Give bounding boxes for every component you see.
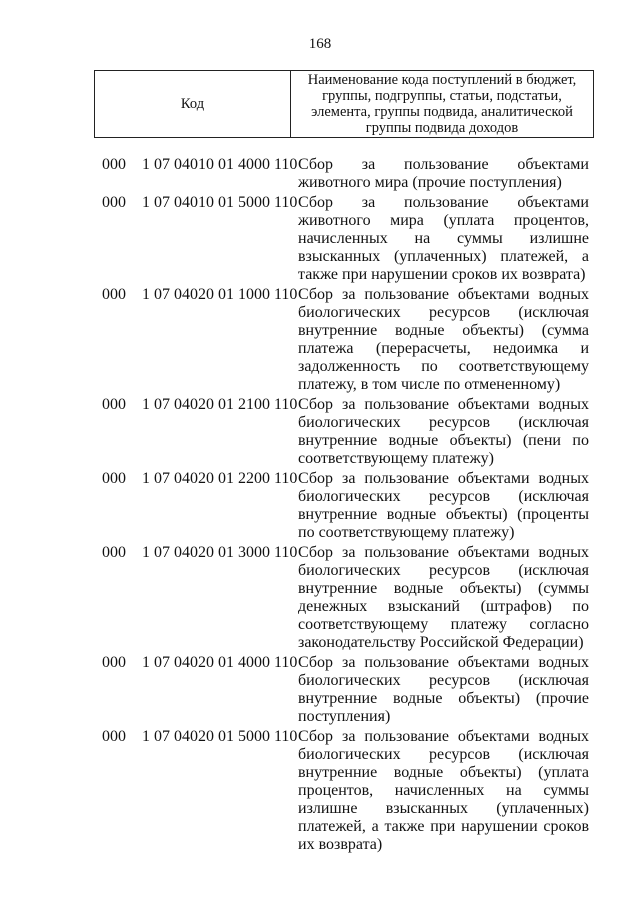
- code-description: Сбор за пользование объектами животного мира (уплата процентов, начисленных на суммы излишне взысканных (уплаченных) платежей, а также при нарушении сроков их возврата): [298, 194, 589, 283]
- code-description: Сбор за пользование объектами водных биологических ресурсов (исключая внутренние водные объекты) (уплата процентов, начисленных на суммы излишне взысканных (уплаченных) платежей, а также при нарушении сроков их возврата): [298, 728, 589, 853]
- budget-code: 1 07 04020 01 1000 110: [142, 286, 298, 303]
- budget-code: 1 07 04020 01 2200 110: [142, 470, 298, 487]
- budget-code: 1 07 04020 01 2100 110: [142, 396, 298, 413]
- admin-code: 000: [102, 194, 126, 211]
- admin-code: 000: [102, 286, 126, 303]
- table-row: [0, 470, 640, 542]
- table-row: [0, 654, 640, 726]
- table-row: [0, 728, 640, 854]
- code-description: Сбор за пользование объектами водных биологических ресурсов (исключая внутренние водные объекты) (прочие поступления): [298, 654, 589, 725]
- budget-code: 1 07 04020 01 4000 110: [142, 654, 298, 671]
- admin-code: 000: [102, 396, 126, 413]
- table-row: [0, 156, 640, 192]
- header-code-label: Код: [95, 71, 291, 137]
- header-name-label: Наименование кода поступлений в бюджет, группы, подгруппы, статьи, подстатьи, элемента, группы подвида, аналитической группы подвида доходов: [307, 72, 577, 136]
- income-codes-list: [0, 156, 640, 856]
- page-number: 168: [308, 36, 332, 52]
- admin-code: 000: [102, 728, 126, 745]
- admin-code: 000: [102, 544, 126, 561]
- code-description: Сбор за пользование объектами водных биологических ресурсов (исключая внутренние водные объекты) (суммы денежных взысканий (штрафов) по соответствующему платежу согласно законодательству Российской Федерации): [298, 544, 589, 651]
- table-row: [0, 194, 640, 284]
- admin-code: 000: [102, 156, 126, 173]
- code-description: Сбор за пользование объектами водных биологических ресурсов (исключая внутренние водные объекты) (пени по соответствующему платежу): [298, 396, 589, 467]
- table-row: [0, 544, 640, 652]
- code-description: Сбор за пользование объектами животного мира (прочие поступления): [298, 156, 589, 191]
- admin-code: 000: [102, 654, 126, 671]
- table-row: [0, 396, 640, 468]
- table-header: [94, 70, 594, 138]
- admin-code: 000: [102, 470, 126, 487]
- code-description: Сбор за пользование объектами водных биологических ресурсов (исключая внутренние водные объекты) (сумма платежа (перерасчеты, недоимка и задолженность по соответствующему платежу, в том числе по отмененному): [298, 286, 589, 393]
- budget-code: 1 07 04010 01 4000 110: [142, 156, 298, 173]
- table-row: [0, 286, 640, 394]
- budget-code: 1 07 04020 01 5000 110: [142, 728, 298, 745]
- budget-code: 1 07 04020 01 3000 110: [142, 544, 298, 561]
- code-description: Сбор за пользование объектами водных биологических ресурсов (исключая внутренние водные объекты) (проценты по соответствующему платежу): [298, 470, 589, 541]
- budget-code: 1 07 04010 01 5000 110: [142, 194, 298, 211]
